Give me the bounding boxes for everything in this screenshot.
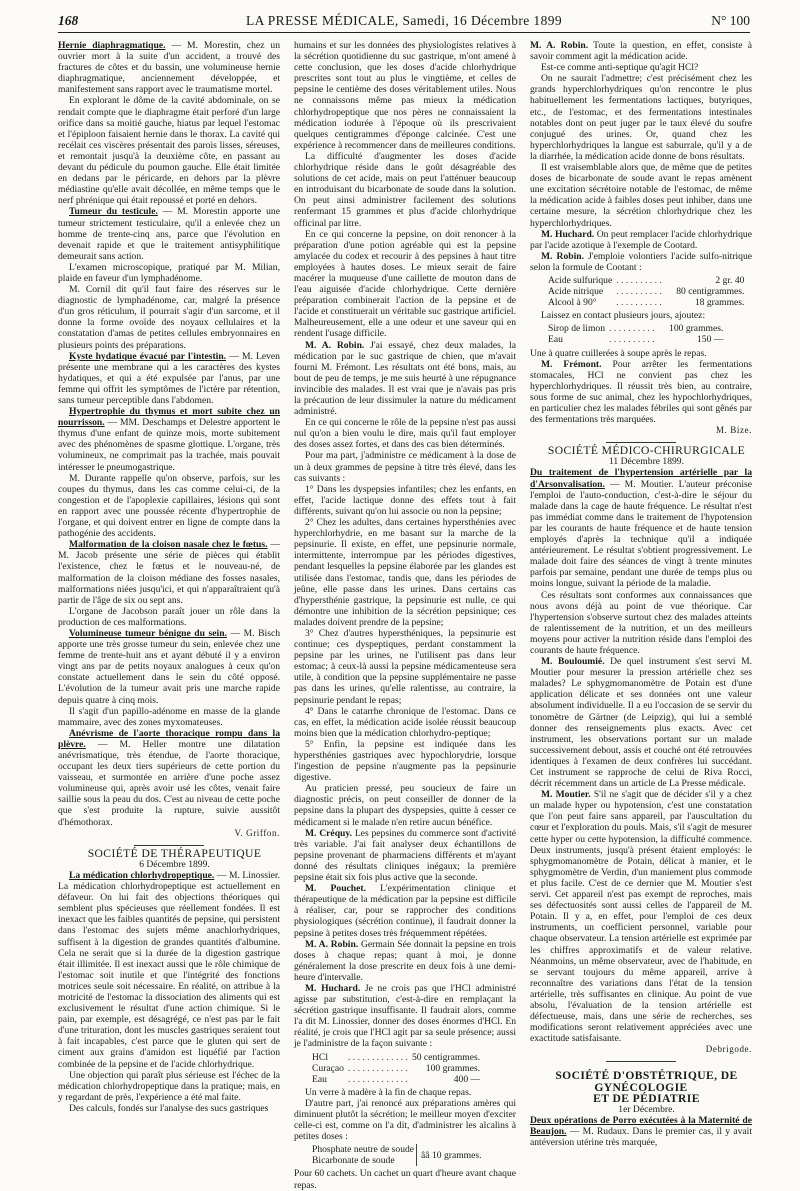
paragraph (294, 983, 516, 1050)
article-text: — M. Leven présente une membrane qui a les caractères des kystes hydatiques, et qui a été expulsée par l'anus, par une femme qui offrit les symptômes de l'ictère par rétention, sans tumeur perceptible dans l'abdomen. (58, 350, 280, 406)
speaker: M. Moutier. (541, 789, 591, 801)
speaker: M. Pouchet. (305, 883, 366, 895)
paragraph: On ne saurait l'admettre; c'est précisément chez les grands hyperchlorhydriques qu'on rencontre le plus habituellement les fermentations lactiques, butyriques, etc., de l'estomac, et des fermentations intestinales notables dont on peut juger par le taux élevé du soufre conjugué des urines. Or, quand chez les hyperchlorhydriques la langue est saburrale, qu'il y a de la diarrhée, la médication acide donne de bons résultats. (530, 73, 752, 162)
paragraph: L'organe de Jacobson paraît jouer un rôle dans la production de ces malformations. (58, 605, 280, 628)
article-text: — M. Rudaux. Dans le premier cas, il y avait antéversion utérine très marquée, (530, 1125, 752, 1148)
quantity: 80 centigrammes. (676, 286, 745, 298)
quantity: 100 grammes. (425, 1062, 481, 1074)
article-text: — MM. Deschamps et Delestre apportent le thymus d'une enfant de quinze mois, morte subitement avec des phénomènes de spasme glottique. L'organe, très volumineux, ne comprimait pas la trachée, mais pouvait intéresser le pneumogastrique. (58, 417, 280, 473)
article-text: — M. Linossier. La médication chlorhydropeptique est actuellement en défaveur. On lui fait des objections théoriques qui semblent plus spécieuses que réellement fondées. Il est inexact que les faibles quantités de pepsine, qui persistent dans l'estomac des sujets même anachlorhydriques, suffisent à la digestion de grandes quantités d'albumine. Cela ne serait que si la durée de la digestion gastrique était illimitée. Il est inexact aussi que le rôle chimique de l'estomac soit inutile et que l'intégrité des fonctions motrices seule soit nécessaire. En réalité, on attribue à la motricité de l'estomac la dissociation des aliments qui est exclusivement le résultat d'une action chimique. Si le pain, par exemple, est désagrégé, ce n'est pas par le fait d'une trituration, dont les muscles gastriques seraient tout à fait incapables, c'est parce que le gluten qui sert de ciment aux grains d'amidon est liquéfié par l'action combinée de la pepsine et de l'acide chlorhydrique. (58, 869, 280, 1070)
leader-dots: . . . . . . . . . . . . . (347, 1062, 408, 1074)
article-tumeur (58, 206, 280, 261)
column-2 (294, 40, 516, 1191)
paragraph (530, 359, 752, 426)
paragraph: 3° Chez d'autres hypersthéniques, la pepsinurie est continue; ces dyspeptiques, perdant constamment la pepsine par les urines, ne l'utilisent pas dans leur estomac; à ceux-là aussi la pepsine médicamenteuse sera utile, à condition que la pepsine supplémentaire ne passe pas dans les urines, qu'elle ralentisse, au contraire, la pepsinurie pendant le repas; (294, 627, 516, 706)
ingredient: HCl (312, 1051, 328, 1063)
section-title: SOCIÉTÉ DE THÉRAPEUTIQUE (87, 846, 262, 860)
speech: On peut remplacer l'acide chlorhydrique par l'acide azotique à l'exemple de Cootard. (530, 228, 752, 251)
article-tumeur-sein (58, 628, 280, 706)
prescription-row (310, 1074, 482, 1085)
paragraph (294, 883, 516, 938)
quantity: 50 centigrammes. (411, 1051, 481, 1063)
article-text: — M. Morestin, chez un ouvrier mort à la suite d'un accident, a trouvé des fractures de côtes et du bassin, une volumineuse hernie diaphragmatique, anciennement développée, et manifestement sans rapport avec le traumatisme mortel. (58, 40, 280, 96)
ingredient: Eau (548, 334, 563, 346)
paragraph: En explorant le dôme de la cavité abdominale, on se rendait compte que le diaphragme était perforé d'un large orifice dans sa moitié gauche, hiatus par lequel l'estomac et l'épiploon faisaient hernie dans le thorax. La cavité qui recélait ces viscères présentait des parois lisses, séreuses, et remontait jusqu'à la deuxième côte, en passant au devant du pédicule du poumon gauche. Elle était limitée en dedans par le péricarde, en dehors par la plèvre médiastine qu'elle avait décollée, en même temps que le nerf phrénique qui était repoussé et porté en dehors. (58, 95, 280, 207)
ingredient: Acide nitrique (548, 286, 604, 298)
masthead (58, 12, 750, 33)
paragraph (294, 939, 516, 983)
paragraph: Il est vraisemblable alors que, de même que de petites doses de bicarbonate de soude avant le repas amènent une excitation sécrétoire notable de l'estomac, de même la médication acide à faibles doses peut inhiber, dans une certaine mesure, la sécrétion chlorhydrique chez les hyperchlorhydriques. (530, 162, 752, 229)
paragraph: Pour 60 cachets. Un cachet un quart d'heure avant chaque repas. (294, 1168, 516, 1191)
leader-dots: . . . . . . . . . . (609, 323, 655, 335)
paragraph (294, 828, 516, 883)
speech: J'ai essayé, chez deux malades, la médication par le suc gastrique de chien, que m'avait fourni M. Frémont. Les résultats ont été bons, mais, au bout de peu de temps, je me suis heurté à une répugnance invincible des malades. Il est vrai que je n'avais pas pris la précaution de leur dissimuler la nature du médicament administré. (294, 339, 516, 418)
article-title: Kyste hydatique évacué par l'intestin. (69, 350, 227, 362)
divider (606, 1061, 676, 1062)
paragraph: 1° Dans les dyspepsies infantiles; chez les enfants, en effet, l'acide lactique donne des effets tout à fait différents, suivant qu'on lui associe ou non la pepsine; (294, 483, 516, 517)
signature: M. Bize. (715, 425, 752, 436)
section-title: SOCIÉTÉ MÉDICO-CHIRURGICALE (547, 444, 746, 458)
paragraph (530, 251, 752, 273)
article-hernie (58, 40, 280, 95)
column-1 (58, 40, 281, 1114)
paragraph: Des calculs, fondés sur l'analyse des sucs gastriques (69, 1102, 269, 1114)
article-title: Tumeur du testicule. (69, 206, 158, 218)
speech: Pour arrêter les fermentations stomacales, HCl ne convient pas chez les hyperchlorhydriques. Il réussit très bien, au contraire, sous forme de suc animal, chez les hypochlorhydriques, en particulier chez les malades fébriles qui sont gênés par des fermentations très marquées. (530, 358, 752, 426)
paragraph: En ce qui concerne la pepsine, on doit renoncer à la préparation d'une potion agréable qui est la pepsine amylacée du codex et recourir à des pepsines à haut titre employées à hautes doses. Le mieux serait de faire macérer la muqueuse d'une caillette de mouton dans de l'eau aiguisée d'acide chlorhydrique. Cette dernière préparation combinerait l'action de la pepsine et de l'acide et constituerait un véritable suc gastrique artificiel. Malheureusement, elle a une odeur et une saveur qui en rendent l'usage difficile. (294, 228, 516, 340)
speaker: M. A. Robin. (305, 938, 359, 950)
paragraph: 4° Dans le catarrhe chronique de l'estomac. Dans ce cas, en effet, la médication acide isolée réussit beaucoup moins bien que la médication chlorhydro-peptique; (294, 705, 516, 739)
quantity: 2 gr. 40 (715, 274, 745, 286)
section-date: 6 Décembre 1899. (139, 858, 210, 870)
leader-dots: . . . . . . . . . . . . . (347, 1073, 408, 1085)
paragraph (530, 656, 752, 789)
divider (134, 845, 204, 846)
article-title: Deux opérations de Porro exécutées à la Maternité de Beaujon. (530, 1114, 752, 1137)
paragraph: Un verre à madère à la fin de chaque repas. (305, 1086, 472, 1098)
paragraph: Laissez en contact plusieurs jours, ajoutez: (541, 310, 706, 322)
quantity: 18 grammes. (694, 297, 745, 309)
speaker: M. Bouloumié. (541, 656, 605, 668)
ingredient: Curaçao (312, 1062, 344, 1074)
speaker: M. Huchard. (541, 228, 595, 240)
section-date: 1er Décembre. (618, 1103, 675, 1115)
article-text: — M. Moutier. L'auteur préconise l'emploi de l'auto-conduction, c'est-à-dire le séjour du malade dans la cage de haute fréquence. Le résultat n'est pas immédiat comme dans le traitement de l'hypotension par les courants de haute fréquence et de haute tension employés d'après la technique qu'il a indiquée antérieurement. Le résultat s'obtient progressivement. Le malade doit faire des séances de vingt à trente minutes parfois par semaine, pendant une durée de temps plus ou moins longue, suivant la période de la maladie. (530, 478, 752, 590)
paragraph: Est-ce comme anti-septique qu'agit HCl? (541, 62, 699, 74)
speech: S'il ne s'agit que de décider s'il y a chez un malade hyper ou hypotension, c'est une constatation que l'on peut faire sans appareil, par l'auscultation du cœur et l'exploration du pouls. Mais, s'il s'agit de mesurer cette hyper ou cette hypotension, la difficulté commence. Deux instruments, jusqu'à présent étaient employés: le sphygmomanomètre de Potain, délicat à manier, et le sphygmomètre de Verdin, d'un maniement plus commode et plus facile. C'est de ce dernier que M. Moutier s'est servi. Cet appareil n'est pas exempt de reproches, mais ses défectuosités sont aussi celles de l'appareil de M. Potain. Il y a, en effet, pour l'emploi de ces deux instruments, un coefficient personnel, variable pour chaque observateur. La tension artérielle est exprimée par les chiffres approximatifs et de valeur relative. Néanmoins, un même observateur, avec de l'habitude, en se servant toujours du même appareil, arrive à reconnaître des variations dans l'état de la tension artérielle, très suffisantes en clinique. Au point de vue absolu, l'évaluation de la tension artérielle est défectueuse, mais, dans une série de recherches, ses modifications seront relativement appréciées avec une exactitude satisfaisante. (530, 789, 752, 1045)
leader-dots: . . . . . . . . . . . . . (347, 1051, 408, 1063)
issue-number: N° 100 (711, 13, 750, 28)
paragraph: L'examen microscopique, pratiqué par M. Milian, plaide en faveur d'un lymphadénome. (58, 261, 280, 284)
paragraph: M. Cornil dit qu'il faut faire des réserves sur le diagnostic de lymphadénome, car, malgré la présence d'un gros réticulum, il pourrait s'agir d'un sarcome, et il donne la forme ovoïde des noyaux cellulaires et la constatation d'amas de petites cellules embryonnaires en plusieurs points des préparations. (58, 284, 280, 351)
paragraph: Pour ma part, j'administre ce médicament à la dose de un à deux grammes de pepsine à titre très élevé, dans les cas suivants : (294, 450, 516, 484)
article-title: Hypertrophie du thymus et mort subite chez un nourrisson. (58, 406, 280, 429)
section-title-line2: ET DE PÉDIATRIE (593, 1091, 700, 1105)
page-number: 168 (58, 13, 79, 28)
paragraph: Une à quatre cuillerées à soupe après le repas. (530, 347, 707, 359)
article-hypertrophie (58, 406, 280, 473)
ingredient: Alcool à 90° (548, 297, 597, 309)
article-title: Du traitement de l'hypertension artérielle par la d'Arsonvalisation. (530, 467, 752, 490)
prescription-table (546, 323, 725, 345)
paragraph: La difficulté d'augmenter les doses d'acide chlorhydrique réside dans le goût désagréable des solutions de cet acide, mais on peut l'atténuer beaucoup en introduisant du bicarbonate de soude dans la solution. On peut ainsi administrer facilement des solutions renfermant 15 grammes et plus d'acide chlorhydrique officinal par litre. (294, 150, 516, 229)
speaker: M. Robin. (541, 250, 585, 262)
article-text: — M. Bisch apporte une très grosse tumeur du sein, enlevée chez une femme de trente-huit ans et ayant débuté il y a environ vingt ans par de petits noyaux analogues à ceux qu'on constate actuellement dans le sein du côté opposé. L'évolution de la tumeur avait pris une marche rapide depuis quatre à cinq mois. (58, 627, 281, 706)
quantity: 150 — (697, 334, 724, 346)
leader-dots: . . . . . . . . . . (616, 274, 662, 286)
speech: J'emploie volontiers l'acide sulfo-nitrique selon la formule de Cootant : (530, 250, 752, 273)
prescription-table (310, 1144, 484, 1166)
speaker: M. A. Robin. (305, 339, 365, 351)
speaker: M. A. Robin. (530, 40, 589, 51)
article-porro (530, 1115, 752, 1148)
article-text: — M. Morestin apporte une tumeur strictement testiculaire, qu'il a enlevée chez un homme de trente-cinq ans, parce que l'évolution en devenait rapide et que le traitement antisyphilitique demeurait sans action. (58, 206, 280, 262)
article-title: Hernie diaphragmatique. (58, 40, 166, 51)
article-title: La médication chlorhydropeptique. (69, 869, 215, 881)
speech: Les pepsines du commerce sont d'activité très variable. J'ai fait analyser deux échantillons de pepsine provenant de pharmaciens différents et m'ayant donné des résultats cliniques inégaux; la première pepsine était six fois plus active que la seconde. (294, 827, 516, 884)
paragraph: Il s'agit d'un papillo-adénome en masse de la glande mammaire, avec des zones myxomateuses. (58, 705, 280, 728)
ingredient: Acide sulfurique (548, 274, 613, 286)
journal-title: LA PRESSE MÉDICALE, Samedi, 16 Décembre 1899 (245, 13, 563, 28)
signature: V. Griffon. (234, 827, 280, 838)
paragraph: 2° Chez les adultes, dans certaines hypersthénies avec hyperchlorhydrie, en me basant sur la marche de la pepsinurie. Il existe, en effet, une pepsinurie normale, intermittente, interrompue par les périodes digestives, pendant lesquelles la pepsine élaborée par les glandes est utilisée dans l'estomac, tandis que, dans les périodes de jeûne, elle passe dans les urines. Dans certains cas d'hypersthénie gastrique, la pepsinurie est nulle, ce qui démontre une inhibition de la sécrétion pepsinique; ces malades doivent prendre de la pepsine; (294, 517, 516, 628)
article-text: — M. Jacob présente une série de pièces qui établit l'existence, chez le fœtus et le nouveau-né, de malformation de la cloison médiane des fosses nasales, malformations niées jusqu'ici, et qui n'apparaîtraient qu'à partir de l'âge de six ou sept ans. (58, 539, 280, 606)
prescription-table (546, 275, 746, 308)
prescription-table (310, 1052, 482, 1085)
section-title: SOCIÉTÉ D'OBSTÉTRIQUE, DE GYNÉCOLOGIE (555, 1069, 738, 1094)
speech: Toute la question, en effet, consiste à savoir comment agit la médication acide. (530, 40, 752, 63)
article-anevrisme (58, 728, 280, 828)
speaker: M. Frémont. (541, 358, 602, 370)
paragraph (294, 340, 516, 418)
prescription-row (310, 1144, 484, 1155)
leader-dots: . . . . . . . . . . (616, 297, 662, 309)
article-title: Anévrisme de l'aorte thoracique rompu dans la plèvre. (58, 727, 280, 750)
speech: De quel instrument s'est servi M. Moutier pour mesurer la pression artérielle chez ses malades? Le sphygmomanomètre de Potain est d'une application délicate et ses données ont une valeur absolument individuelle. Il a eu l'occasion de se servir du tonomètre de Gärtner (de Leipzig), qui lui a semblé donner des renseignements plus exacts. Avec cet instrument, les observations portant sur un malade successivement debout, assis et couché ont été retrouvées identiques à l'examen de deux confrères lui succédant. Cet instrument se rapproche de celui de Riva Rocci, décrit récemment dans un article de La Presse médicale. (530, 656, 752, 790)
prescription-row (546, 334, 725, 345)
prescription-row (546, 286, 746, 297)
paragraph: D'autre part, j'ai renoncé aux préparations amères qui diminuent plutôt la sécrétion; le meilleur moyen d'exciter celle-ci est, comme on l'a dit, d'administrer les alcalins à petites doses : (294, 1097, 516, 1143)
article-kyste (58, 351, 280, 406)
prescription-row (310, 1063, 482, 1074)
leader-dots: . . . . . . . . . . (609, 334, 655, 346)
column-3 (530, 40, 752, 1148)
article-medication (58, 870, 280, 1070)
speech: Germain Sée donnait la pepsine en trois doses à chaque repas; quant à moi, je donne généralement la dose prescrite en deux fois à une demi-heure d'intervalle. (294, 938, 516, 983)
prescription-row (546, 275, 746, 286)
ingredient: Phosphate neutre de soude (312, 1144, 415, 1156)
paragraph (530, 789, 752, 1044)
article-title: Malformation de la cloison nasale chez le fœtus. (69, 539, 268, 551)
paragraph (530, 229, 752, 251)
paragraph: En ce qui concerne le rôle de la pepsine n'est pas aussi nul qu'on a bien voulu le dire, mais qu'il faut employer des doses assez fortes, et dans des cas bien déterminés. (294, 417, 516, 451)
paragraph: M. Durante rappelle qu'on observe, parfois, sur les coupes du thymus, dans les cas comme celui-ci, de la congestion et de l'apoplexie capillaires, lésions qui sont en rapport avec une poussée récente d'hypertrophie de l'organe, et qui doivent entrer en ligne de compte dans la pathogénie des accidents. (58, 472, 280, 540)
article-text: — M. Heller montre une dilatation anévrismatique, très étendue, de l'aorte thoracique, occupant les deux tiers supérieurs de cette portion du vaisseau, et surmontée en arrière d'une poche assez volumineuse qui, après avoir usé les côtes, venait faire saillie sous la peau du dos. C'est au niveau de cette poche que s'est produite la rupture, suivie aussitôt d'hémothorax. (58, 738, 280, 828)
article-title: Volumineuse tumeur bénigne du sein. (69, 627, 227, 639)
ingredient: Eau (312, 1073, 327, 1085)
paragraph: Ces résultats sont conformes aux connaissances que nous avons déjà au point de vue théorique. Car l'hypertension s'observe surtout chez des malades atteints de ralentissement de la nutrition, et un des meilleurs moyens pour activer la nutrition réside dans l'emploi des courants de haute fréquence. (530, 589, 752, 656)
paragraph: Au praticien pressé, peu soucieux de faire un diagnostic précis, on peut conseiller de donner de la pepsine dans la plupart des dyspepsies, quitte à cesser ce médicament si le malade n'en retire aucun bénéfice. (294, 783, 516, 828)
signature: Debrigode. (705, 1044, 752, 1055)
speech: Je ne crois pas que l'HCl administré agisse par substitution, c'est-à-dire en remplaçant la sécrétion gastrique insuffisante. Il faudrait alors, comme l'a dit M. Linossier, donner des doses énormes d'HCl. En réalité, je crois que l'HCl agit par sa seule présence; aussi je l'administre de la façon suivante : (294, 982, 516, 1050)
ingredient: Bicarbonate de soude (312, 1155, 395, 1167)
paragraph: 5° Enfin, la pepsine est indiquée dans les hypersthénies gastriques avec hypochlorydrie, lorsque l'ingestion de pepsine n'augmente pas la pepsinurie digestive. (294, 738, 516, 784)
section-date: 11 Décembre 1899. (608, 456, 685, 468)
speaker: M. Huchard. (305, 982, 361, 994)
prescription-row (310, 1052, 482, 1063)
quantity: 100 grammes. (669, 323, 724, 335)
prescription-row (546, 323, 725, 334)
article-traitement (530, 467, 752, 589)
ingredient: Sirop de limon (548, 323, 606, 335)
speaker: M. Créquy. (305, 827, 353, 839)
speech: L'expérimentation clinique et thérapeutique de la médication par la pepsine est difficile à réaliser, car, pour se rapprocher des conditions physiologiques (sécrétion continue), il faudrait donner la pepsine à petites doses très fréquemment répétées. (294, 883, 516, 939)
quantity: 400 — (453, 1073, 481, 1085)
paragraph: Une objection qui paraît plus sérieuse est l'échec de la médication chlorhydropeptique dans la pratique; mais, en y regardant de près, l'expérience a été mal faite. (58, 1069, 280, 1103)
leader-dots: . . . . . . . . . . (616, 286, 662, 298)
quantity: ââ 10 grammes. (417, 1144, 484, 1166)
prescription-row (546, 297, 746, 308)
paragraph (530, 40, 752, 62)
article-malformation (58, 539, 280, 606)
paragraph: humains et sur les données des physiologistes relatives à la sécrétion quotidienne du suc gastrique, m'ont amené à cette conclusion, que les doses d'acide chlorhydrique prescrites sont tout au plus le vingtième, et celles de pepsine le centième des doses véritablement utiles. Nous ne connaissons même pas mieux la médication chlorhydropeptique que nos pères ne connaissaient la médication iodurée à l'époque où ils prescrivaient quelques centigrammes d'éponge calcinée. C'est une expérience à recommencer dans de meilleures conditions. (294, 40, 516, 151)
